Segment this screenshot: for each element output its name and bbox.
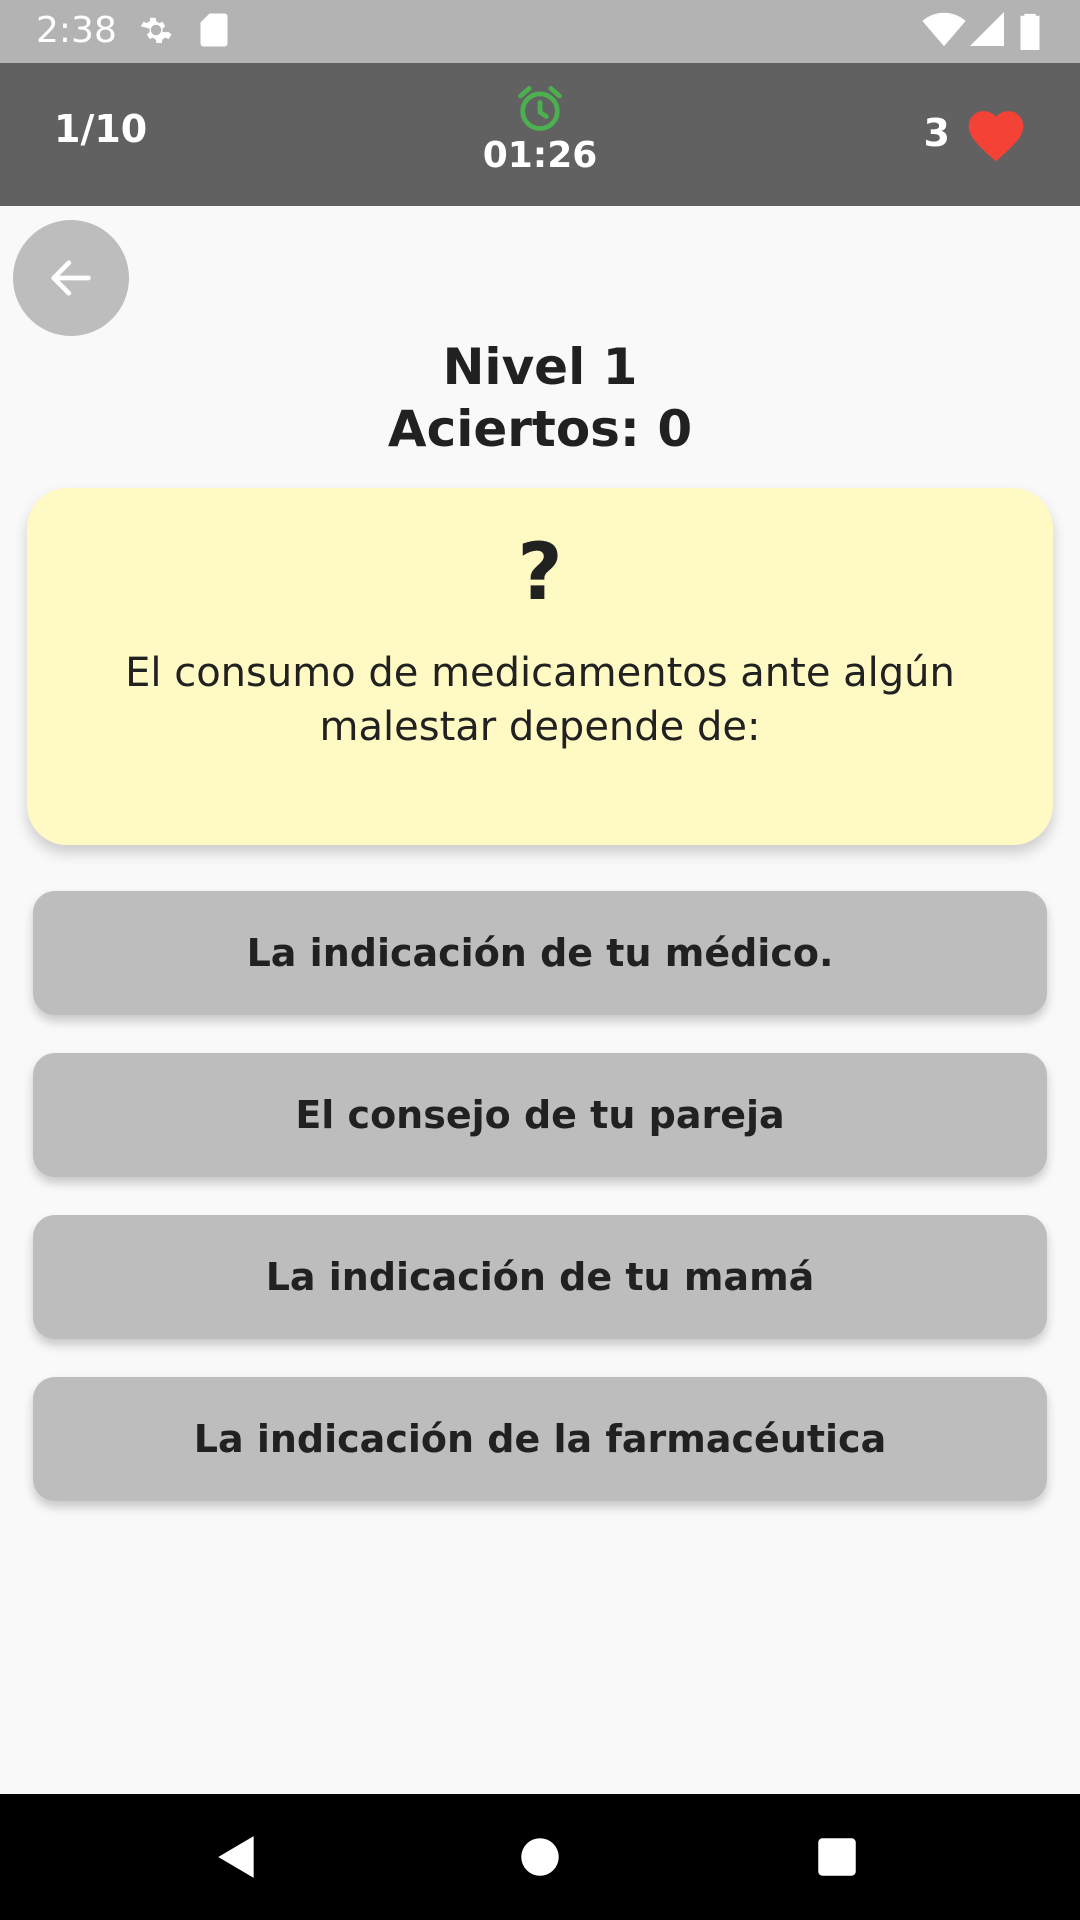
- settings-icon: [138, 12, 174, 48]
- timer: [440, 83, 640, 176]
- level-info: [0, 336, 1080, 460]
- nav-recents-icon[interactable]: [812, 1832, 862, 1882]
- heart-icon: [962, 103, 1030, 163]
- arrow-left-icon: [45, 252, 97, 304]
- lives-count: 3: [923, 111, 950, 155]
- nav-back-icon[interactable]: [212, 1832, 262, 1882]
- status-bar: [0, 0, 1080, 63]
- system-nav-bar: [0, 1794, 1080, 1920]
- lives: [924, 103, 1030, 163]
- hits-counter: Aciertos: 0: [387, 400, 693, 458]
- answer-option-3[interactable]: La indicación de tu mamá: [33, 1215, 1047, 1339]
- answer-option-4[interactable]: La indicación de la farmacéutica: [33, 1377, 1047, 1501]
- signal-icon: [970, 12, 1004, 46]
- alarm-clock-icon: [512, 83, 568, 135]
- back-button[interactable]: [13, 220, 129, 336]
- level-title: Nivel 1: [442, 338, 638, 396]
- question-card: [27, 488, 1053, 845]
- question-progress: 1/10: [54, 107, 148, 151]
- timer-text: 01:26: [482, 135, 598, 176]
- sd-card-icon: [198, 12, 230, 48]
- wifi-icon: [922, 12, 966, 48]
- battery-icon: [1018, 12, 1042, 50]
- answer-option-2[interactable]: El consejo de tu pareja: [33, 1053, 1047, 1177]
- nav-home-icon[interactable]: [515, 1832, 565, 1882]
- status-time: 2:38: [36, 10, 117, 51]
- game-header: [0, 63, 1080, 206]
- question-mark-icon: ?: [517, 528, 563, 618]
- question-text: El consumo de medicamentos ante algún malestar depende de:: [125, 650, 955, 750]
- answer-option-1[interactable]: La indicación de tu médico.: [33, 891, 1047, 1015]
